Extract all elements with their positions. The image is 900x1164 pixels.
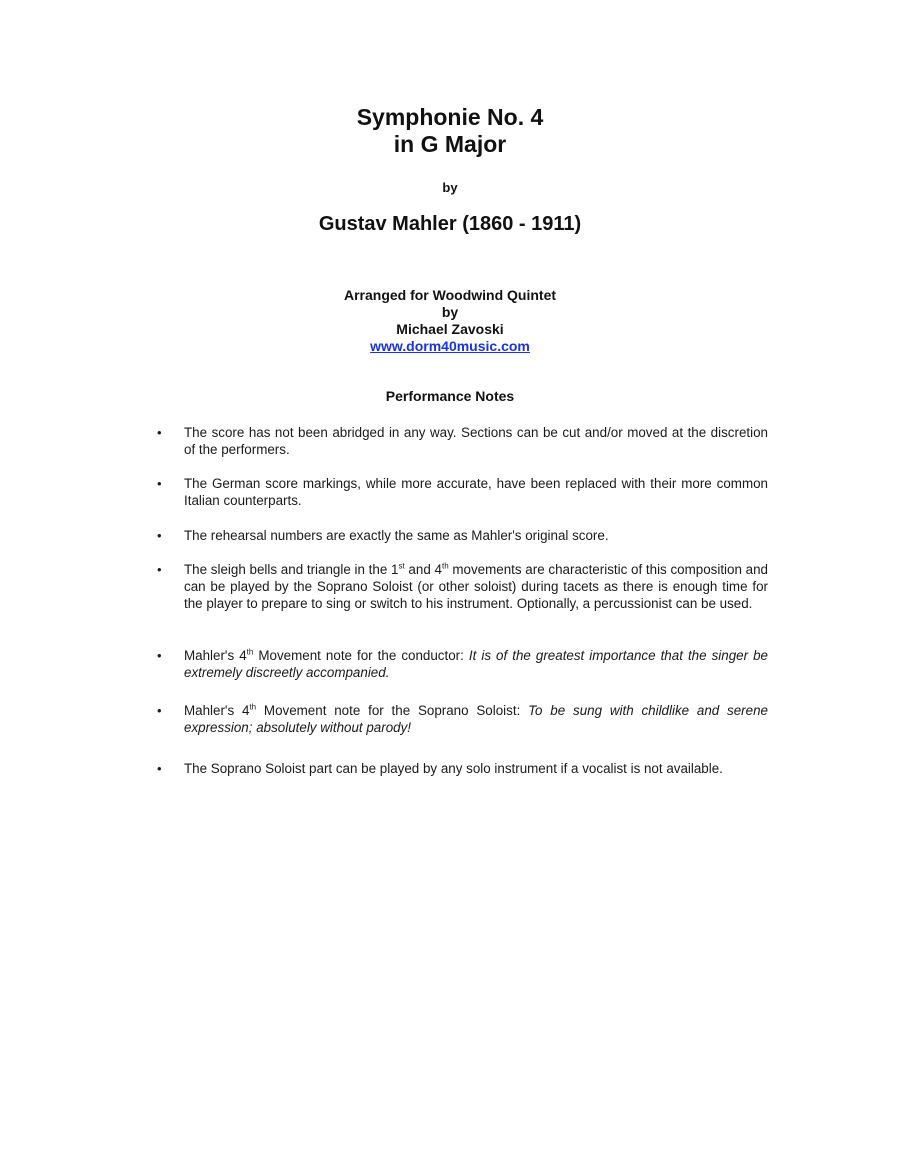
bullet-icon: •: [157, 528, 162, 543]
title-line-2: in G Major: [393, 131, 507, 157]
title-line-1: Symphonie No. 4: [356, 104, 544, 130]
bullet-icon: •: [157, 562, 162, 577]
note-text: The rehearsal numbers are exactly the same as Mahler's original score.: [184, 528, 609, 543]
arrangement-line: Arranged for Woodwind Quintet: [343, 287, 557, 303]
bullet-icon: •: [157, 425, 162, 440]
arrangement-block: [0, 287, 900, 355]
bullet-icon: •: [157, 476, 162, 491]
note-text: The German score markings, while more accurate, have been replaced with their more common Italian counterparts.: [184, 476, 768, 508]
page-title: [0, 104, 900, 158]
note-text: The sleigh bells and triangle in the 1st and 4th movements are characteristic of this composition and can be played by the Soprano Soloist (or other soloist) during tacets as there is enough time for the player to prepare to sing or switch to his instrument. Optionally, a percussionist can be used.: [184, 561, 768, 611]
bullet-icon: •: [157, 648, 162, 663]
list-item: [157, 760, 768, 777]
list-item: [157, 527, 768, 544]
list-item: [157, 424, 768, 458]
note-text: The score has not been abridged in any way. Sections can be cut and/or moved at the discretion of the performers.: [184, 425, 768, 457]
list-item: [157, 475, 768, 509]
website-link[interactable]: www.dorm40music.com: [370, 338, 530, 354]
performance-notes-heading: Performance Notes: [385, 388, 515, 404]
note-text: Mahler's 4th Movement note for the Soprano Soloist: To be sung with childlike and serene expression; absolutely without parody!: [184, 702, 768, 735]
list-item: [157, 647, 768, 681]
by-label: by: [442, 180, 458, 195]
note-text: Mahler's 4th Movement note for the conductor: It is of the greatest importance that the singer be extremely discreetly accompanied.: [184, 647, 768, 680]
bullet-icon: •: [157, 703, 162, 718]
arrangement-by: by: [441, 304, 459, 320]
arranger-name: Michael Zavoski: [396, 321, 504, 337]
list-item: [157, 561, 768, 612]
composer-name: Gustav Mahler (1860 - 1911): [318, 213, 582, 235]
bullet-icon: •: [157, 761, 162, 776]
list-item: [157, 702, 768, 736]
note-text: The Soprano Soloist part can be played by any solo instrument if a vocalist is not available.: [184, 761, 723, 776]
